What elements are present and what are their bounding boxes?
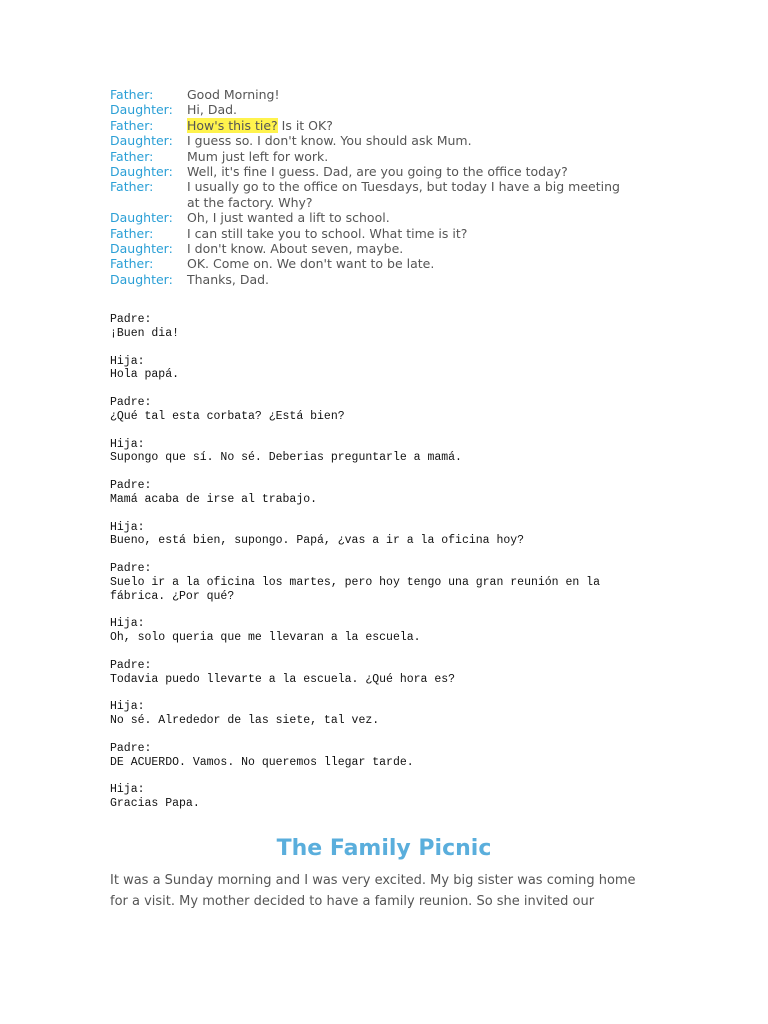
speaker-label: Daughter: xyxy=(110,102,173,118)
speaker-label: Hija: xyxy=(110,354,145,368)
dialogue-row xyxy=(110,272,630,287)
speaker-label: Father: xyxy=(110,148,154,164)
dialogue-row xyxy=(110,133,630,148)
dialogue-line: Mum just left for work. xyxy=(187,148,329,164)
speaker-label: Hija: xyxy=(110,520,145,534)
dialogue-row xyxy=(110,102,630,117)
dialogue-row xyxy=(110,149,630,164)
speaker-label: Padre: xyxy=(110,741,152,755)
dialogue-row xyxy=(110,164,630,179)
speaker-label: Daughter: xyxy=(110,271,173,287)
dialogue-line: Well, it's fine I guess. Dad, are you going to the office today? xyxy=(187,164,568,180)
speaker-label: Daughter: xyxy=(110,210,173,226)
dialogue-line: I don't know. About seven, maybe. xyxy=(187,241,404,257)
translation-block xyxy=(110,659,650,687)
speaker-label: Hija: xyxy=(110,783,145,797)
translation-block xyxy=(110,742,650,770)
translation-line: ¡Buen dia! xyxy=(110,326,180,340)
dialogue-row xyxy=(110,179,630,210)
translation-line: Suelo ir a la oficina los martes, pero hoy tengo una gran reunión en la fábrica. ¿Por qué? xyxy=(110,575,607,603)
translation-line: DE ACUERDO. Vamos. No queremos llegar tarde. xyxy=(110,755,414,769)
highlighted-text: How's this tie? xyxy=(187,117,278,133)
story-paragraph: It was a Sunday morning and I was very excited. My big sister was coming home for a visit. My mother decided to have a family reunion. So she invited our xyxy=(110,873,636,909)
translation-line: ¿Qué tal esta corbata? ¿Está bien? xyxy=(110,409,345,423)
dialogue-row xyxy=(110,241,630,256)
speaker-label: Father: xyxy=(110,117,154,133)
english-dialogue xyxy=(110,87,630,287)
dialogue-line: Oh, I just wanted a lift to school. xyxy=(187,210,390,226)
speaker-label: Hija: xyxy=(110,700,145,714)
translation-line: Bueno, está bien, supongo. Papá, ¿vas a ir a la oficina hoy? xyxy=(110,534,525,548)
speaker-label: Father: xyxy=(110,87,154,102)
speaker-label: Daughter: xyxy=(110,241,173,257)
dialogue-row xyxy=(110,256,630,271)
translation-line: No sé. Alrededor de las siete, tal vez. xyxy=(110,714,380,728)
translation-line: Gracias Papa. xyxy=(110,797,200,811)
speaker-label: Padre: xyxy=(110,658,152,672)
translation-block xyxy=(110,479,650,507)
speaker-label: Hija: xyxy=(110,617,145,631)
dialogue-line: I guess so. I don't know. You should ask Mum. xyxy=(187,133,472,149)
speaker-label: Padre: xyxy=(110,562,152,575)
translation-block xyxy=(110,438,650,466)
translation-block xyxy=(110,521,650,549)
translation-line: Oh, solo queria que me llevaran a la escuela. xyxy=(110,631,421,645)
dialogue-line: Thanks, Dad. xyxy=(187,271,270,287)
speaker-label: Father: xyxy=(110,225,154,241)
dialogue-line: OK. Come on. We don't want to be late. xyxy=(187,256,435,272)
speaker-label: Father: xyxy=(110,256,154,272)
translation-block xyxy=(110,355,650,383)
dialogue-line: I usually go to the office on Tuesdays, but today I have a big meeting at the factory. Why? xyxy=(187,179,620,210)
translation-block xyxy=(110,783,650,811)
dialogue-line: I can still take you to school. What time is it? xyxy=(187,225,468,241)
dialogue-line: Good Morning! xyxy=(187,87,280,102)
translation-line: Supongo que sí. No sé. Deberias preguntarle a mamá. xyxy=(110,451,462,465)
speaker-label: Hija: xyxy=(110,437,145,451)
translation-block xyxy=(110,700,650,728)
translation-block xyxy=(110,617,650,645)
translation-line: Hola papá. xyxy=(110,368,180,382)
translation-line: Mamá acaba de irse al trabajo. xyxy=(110,492,318,506)
speaker-label: Padre: xyxy=(110,479,152,492)
translation-line: Todavia puedo llevarte a la escuela. ¿Qué hora es? xyxy=(110,672,456,686)
dialogue-line: Hi, Dad. xyxy=(187,102,238,118)
dialogue-row xyxy=(110,226,630,241)
story-title: The Family Picnic xyxy=(276,836,492,861)
speaker-label: Daughter: xyxy=(110,164,173,180)
speaker-label: Padre: xyxy=(110,396,152,409)
speaker-label: Padre: xyxy=(110,313,152,326)
speaker-label: Daughter: xyxy=(110,133,173,149)
speaker-label: Father: xyxy=(110,179,154,195)
spanish-translation xyxy=(110,313,650,825)
translation-block xyxy=(110,562,650,604)
dialogue-row xyxy=(110,87,630,102)
dialogue-line: How's this tie? Is it OK? xyxy=(187,117,333,133)
translation-block xyxy=(110,313,650,341)
dialogue-row xyxy=(110,210,630,225)
translation-block xyxy=(110,396,650,424)
dialogue-row xyxy=(110,118,630,133)
